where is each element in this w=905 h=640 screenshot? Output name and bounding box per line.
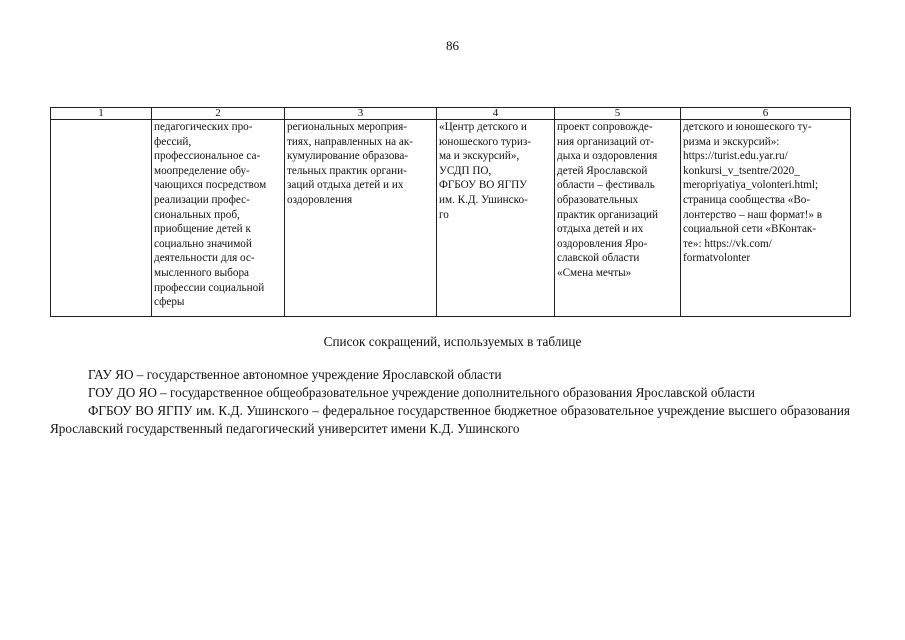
column-number-6: 6 (681, 108, 851, 120)
abbreviation-item: ГОУ ДО ЯО – государственное общеобразовательное учреждение дополнительного образования Ярославской области (88, 385, 755, 400)
column-number-2: 2 (152, 108, 285, 120)
table-row (51, 120, 851, 317)
programs-table (50, 107, 851, 317)
column-number-5: 5 (555, 108, 681, 120)
page-number: 86 (446, 38, 459, 53)
table-cell-1 (51, 120, 152, 317)
column-number-4: 4 (437, 108, 555, 120)
column-number-3: 3 (285, 108, 437, 120)
table-cell-5: проект сопровожде- ния организаций от- дыха и оздоровления детей Ярославской области – фестиваль образовательных практик организаций отдыха детей и их оздоровления Яро- славской области «Смена мечты» (555, 120, 681, 317)
table-cell-3: региональных мероприя- тиях, направленных на ак- кумулирование образова- тельных практик органи- заций отдыха детей и их оздоровления (285, 120, 437, 317)
abbreviations-title: Список сокращений, используемых в таблице (323, 334, 582, 349)
table-cell-4: «Центр детского и юношеского туриз- ма и экскурсий», УСДП ПО, ФГБОУ ВО ЯГПУ им. К.Д. Ушинско- го (437, 120, 555, 317)
table-cell-6: детского и юношеского ту- ризма и экскурсий»: https://turist.edu.yar.ru/ konkursi_v_tsentre/2020_ meropriyatiya_volonteri.html; страница сообщества «Во- лонтерство – наш формат!» в социальной сети «ВКонтак- те»: https://vk.com/ formatvolonter (681, 120, 851, 317)
abbreviation-item: ГАУ ЯО – государственное автономное учреждение Ярославской области (88, 367, 502, 382)
abbreviations-list (50, 366, 850, 438)
table-header-row (51, 108, 851, 120)
abbreviation-item: ФГБОУ ВО ЯГПУ им. К.Д. Ушинского – федеральное государственное бюджетное образовательное учреждение высшего образования Ярославский государственный педагогический университет имени К.Д. Ушинского (50, 403, 850, 436)
column-number-1: 1 (51, 108, 152, 120)
table-cell-2: педагогических про- фессий, профессиональное са- моопределение обу- чающихся посредством реализации профес- сиональных проб, приобщение детей к социально значимой деятельности для ос- мысленного выбора профессии социальной сферы (152, 120, 285, 317)
